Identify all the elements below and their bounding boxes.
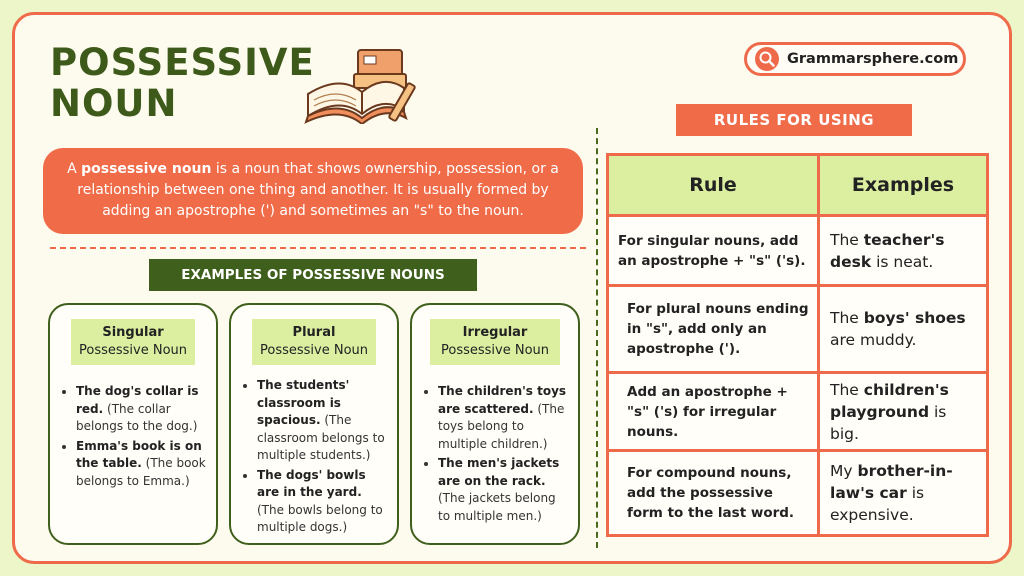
example-note: (The toys belong to multiple children.) <box>438 401 565 451</box>
rule-cell <box>609 452 820 534</box>
column-subtitle: Possessive Noun <box>78 343 187 358</box>
example-list <box>50 383 216 490</box>
rule-text: For compound nouns, add the possessive form to the last word. <box>627 465 795 521</box>
table-row <box>609 217 986 287</box>
example-list <box>412 383 578 525</box>
example-post: is big. <box>830 402 947 443</box>
definition-text: is a noun that shows ownership, possession, or a relationship between one thing and another. It is usually formed by adding an apostrophe (') and sometimes an "s" to the noun. <box>77 161 559 219</box>
vertical-divider <box>596 128 598 548</box>
example-cell <box>820 287 986 371</box>
column-title: Irregular <box>462 325 528 340</box>
singular-column <box>48 303 218 545</box>
table-row <box>609 374 986 452</box>
rule-cell <box>609 287 820 371</box>
example-pre: The <box>830 380 864 399</box>
example-cell <box>820 452 986 534</box>
example-text <box>830 379 980 445</box>
example-cell <box>820 374 986 449</box>
example-list <box>231 377 397 537</box>
brand-badge[interactable] <box>744 42 966 76</box>
column-header <box>430 319 560 365</box>
example-post: is neat. <box>871 252 934 271</box>
list-item <box>76 438 206 491</box>
horizontal-divider <box>50 247 586 249</box>
list-item <box>76 383 206 436</box>
open-books-and-pencil-icon <box>300 44 420 124</box>
table-header-row <box>609 156 986 217</box>
irregular-column <box>410 303 580 545</box>
plural-column <box>229 303 399 545</box>
column-title: Plural <box>292 325 336 340</box>
example-note: (The classroom belongs to multiple students.) <box>257 413 385 462</box>
example-text <box>830 229 980 273</box>
example-bold: brother-in-law's car <box>830 462 953 502</box>
rule-cell <box>609 217 820 284</box>
brand-label: Grammarsphere.com <box>787 51 959 67</box>
rule-text: For plural nouns ending in "s", add only an apostrophe ('). <box>627 301 809 357</box>
table-row <box>609 287 986 374</box>
example-sentence: Emma's book is on the table. <box>76 438 202 470</box>
example-post: are muddy. <box>830 331 917 349</box>
header-rule: Rule <box>609 156 820 214</box>
column-header <box>252 319 376 365</box>
example-note: (The book belongs to Emma.) <box>76 456 206 488</box>
definition-box <box>43 148 583 234</box>
example-sentence: The men's jackets are on the rack. <box>438 456 560 488</box>
example-pre: The <box>830 309 864 327</box>
example-note: (The bowls belong to multiple dogs.) <box>257 502 383 534</box>
rules-table <box>606 153 989 537</box>
page-title <box>50 42 315 124</box>
search-icon <box>755 47 779 71</box>
column-title: Singular <box>102 325 164 340</box>
table-row <box>609 452 986 534</box>
rule-text: Add an apostrophe + "s" ('s) for irregular nouns. <box>627 383 788 440</box>
list-item <box>438 455 568 525</box>
example-text <box>830 307 980 351</box>
column-subtitle: Possessive Noun <box>440 343 549 358</box>
example-pre: The <box>830 230 864 249</box>
example-note: (The collar belongs to the dog.) <box>76 401 198 433</box>
rule-cell <box>609 374 820 449</box>
rules-heading: RULES FOR USING <box>676 104 912 136</box>
definition-term: possessive noun <box>81 161 212 177</box>
list-item <box>257 377 387 465</box>
example-bold: teacher's desk <box>830 230 945 271</box>
example-sentence: The children's toys are scattered. <box>438 384 567 416</box>
example-sentence: The dog's collar is red. <box>76 384 199 416</box>
example-note: (The jackets belong to multiple men.) <box>438 491 556 523</box>
column-header <box>71 319 195 365</box>
examples-heading: EXAMPLES OF POSSESSIVE NOUNS <box>149 259 477 291</box>
list-item <box>257 467 387 537</box>
title-line-2: NOUN <box>50 82 178 125</box>
example-cell <box>820 217 986 284</box>
example-pre: My <box>830 462 858 480</box>
example-post: is expensive. <box>830 484 925 524</box>
example-sentence: The dogs' bowls are in the yard. <box>257 467 366 499</box>
title-line-1: POSSESSIVE <box>50 41 315 84</box>
example-sentence: The students' classroom is spacious. <box>257 378 350 427</box>
example-bold: children's playground <box>830 380 949 421</box>
column-subtitle: Possessive Noun <box>259 343 368 358</box>
example-bold: boys' shoes <box>863 309 966 327</box>
header-examples: Examples <box>820 156 986 214</box>
definition-prefix: A <box>67 161 82 177</box>
rule-text: For singular nouns, add an apostrophe + "s" ('s). <box>618 232 806 269</box>
list-item <box>438 383 568 453</box>
example-text <box>830 460 980 526</box>
